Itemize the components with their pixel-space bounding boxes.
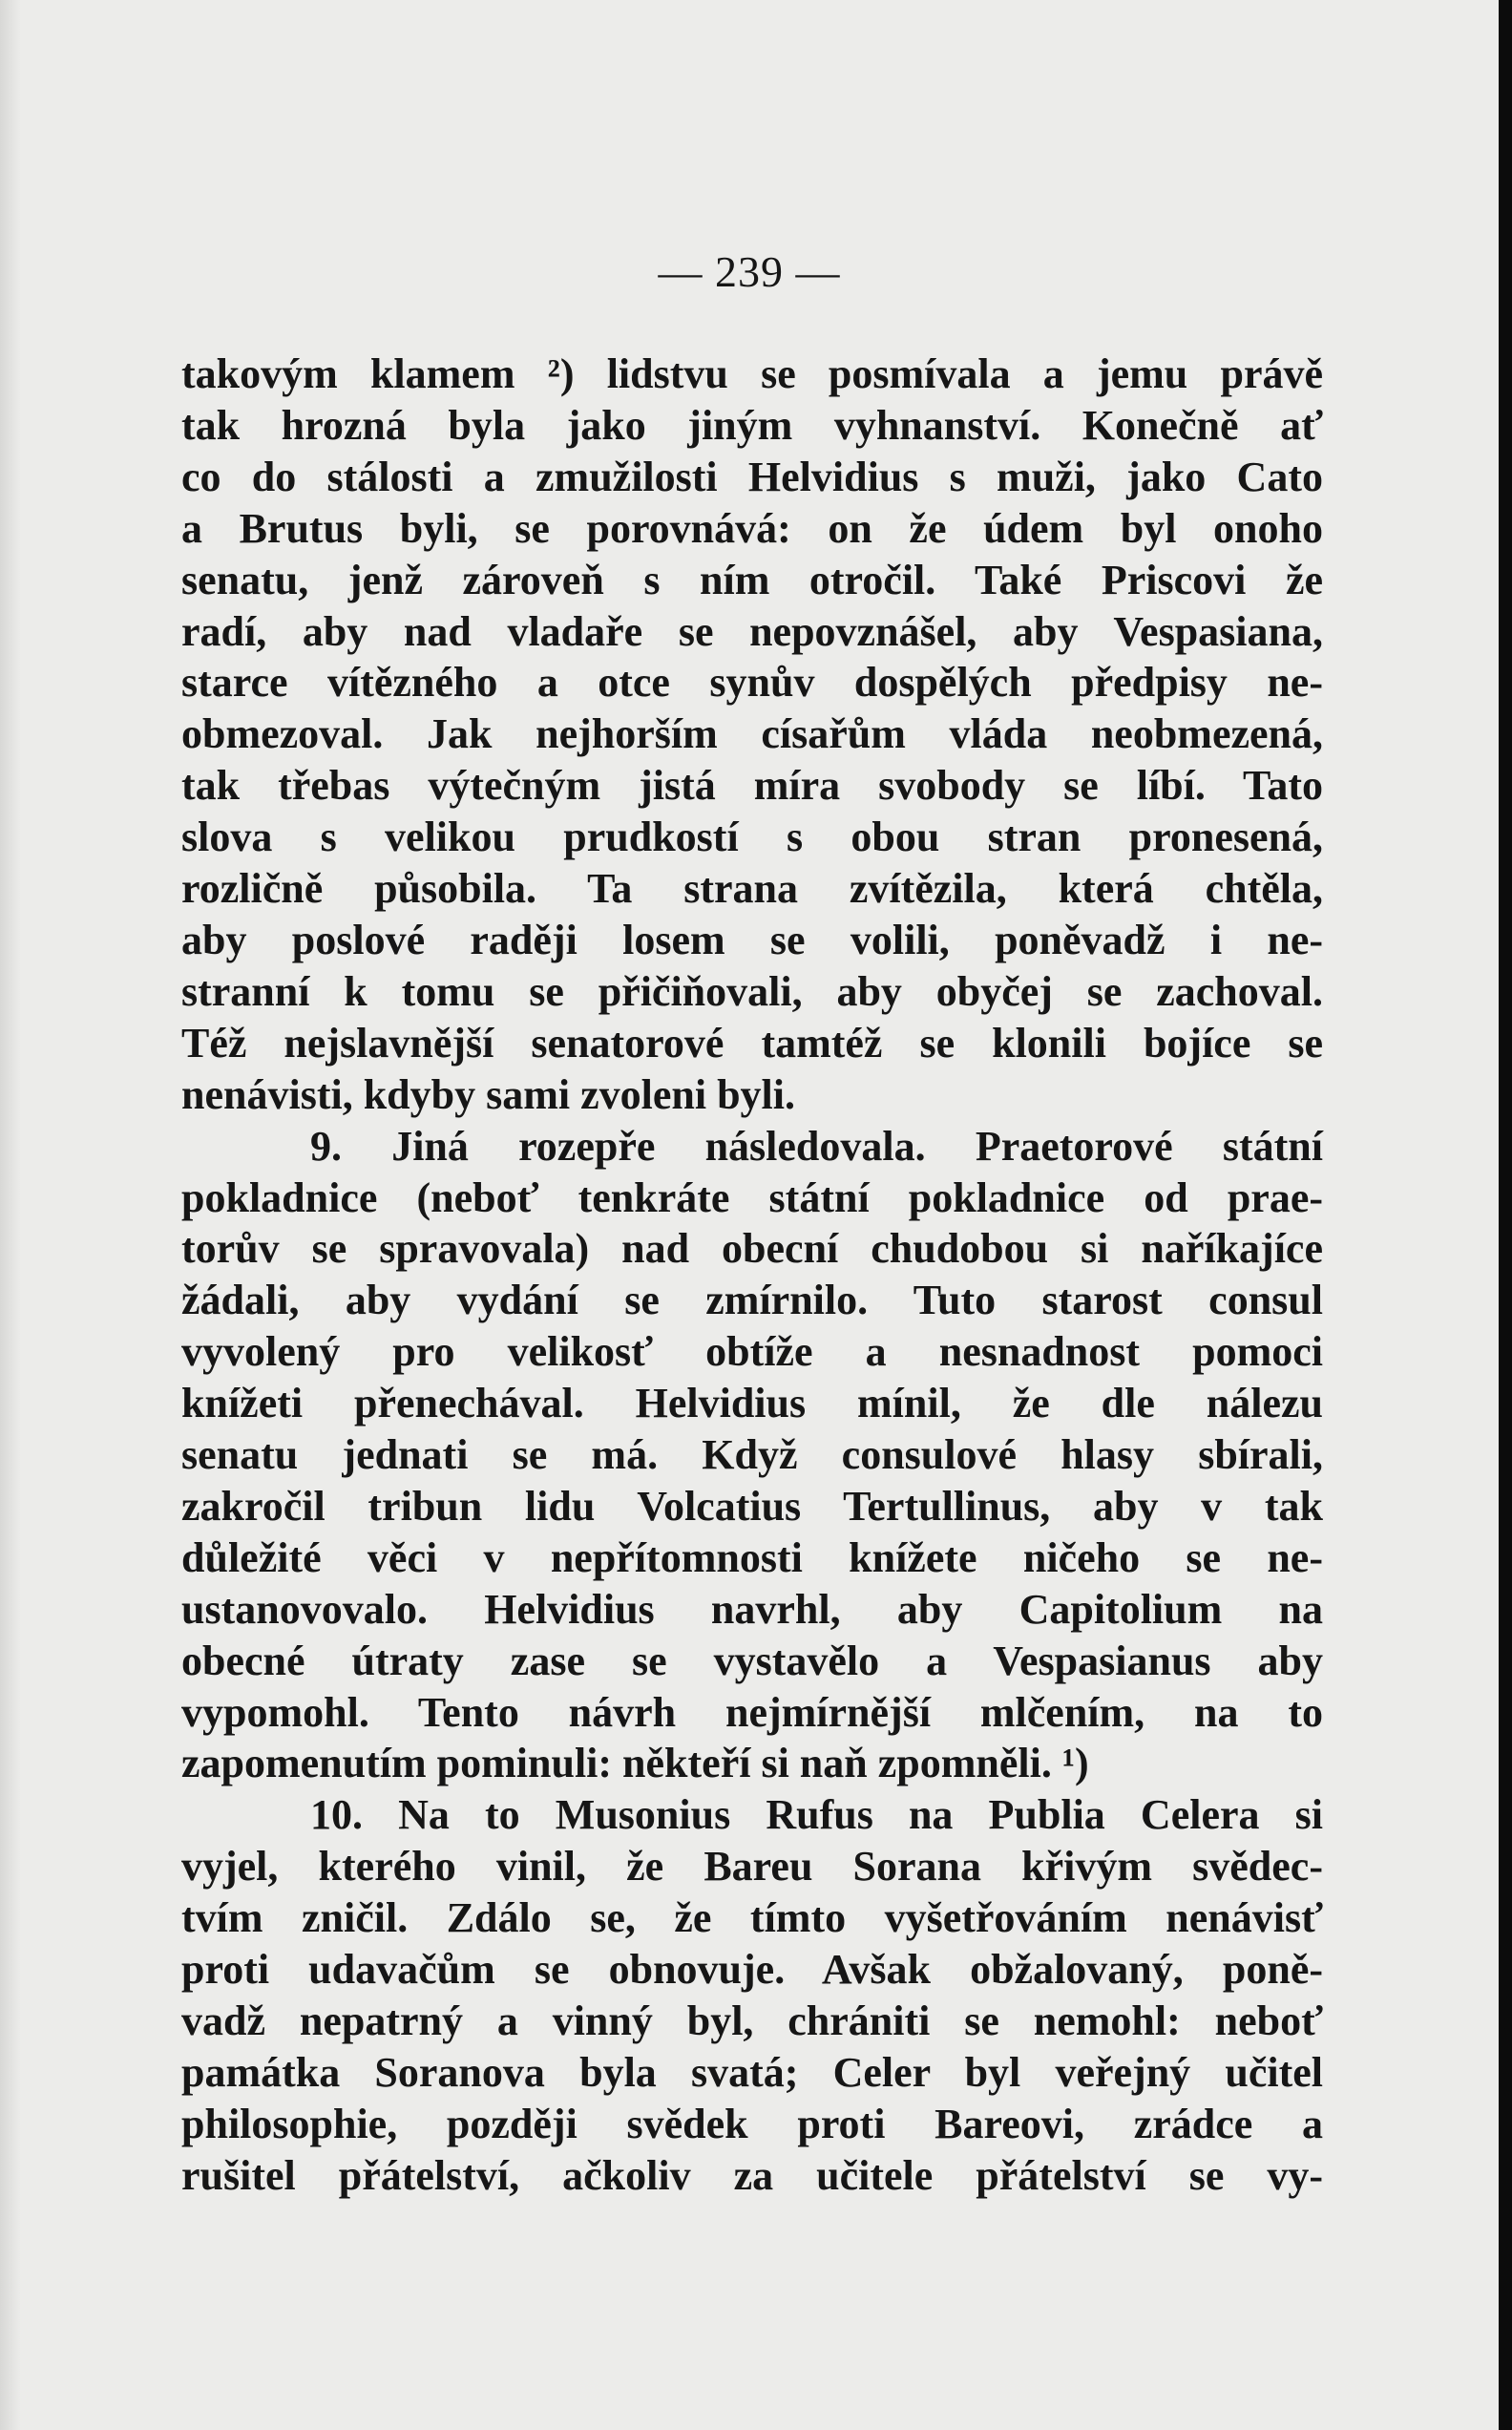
page-left-shadow (0, 0, 21, 2430)
text-line: starce vítězného a otce synův dospělých předpisy ne- (181, 659, 1323, 707)
text-line: stranní k tomu se přičiňovali, aby obyčej se zachoval. (181, 967, 1323, 1015)
text-line: nenávisti, kdyby sami zvoleni byli. (181, 1070, 796, 1118)
text-line: philosophie, později svědek proti Bareovi, zrádce a (181, 2100, 1323, 2147)
text-line: knížeti přenechával. Helvidius mínil, že dle nálezu (181, 1380, 1323, 1427)
text-line: a Brutus byli, se porovnává: on že údem byl onoho (181, 504, 1323, 552)
text-line: vyjel, kterého vinil, že Bareu Sorana křivým svědec- (181, 1843, 1323, 1891)
text-line: žádali, aby vydání se zmírnilo. Tuto starost consul (181, 1277, 1323, 1324)
scan-edge (1499, 0, 1512, 2430)
text-line: vypomohl. Tento návrh nejmírnější mlčením, na to (181, 1688, 1323, 1736)
text-line: aby poslové raději losem se volili, poněvadž i ne- (181, 916, 1323, 963)
body-text (181, 349, 1323, 2202)
text-line: tvím zničil. Zdálo se, že tímto vyšetřováním nenávisť (181, 1894, 1323, 1942)
text-line: vyvolený pro velikosť obtíže a nesnadnost pomoci (181, 1328, 1323, 1376)
text-line: 10. Na to Musonius Rufus na Publia Celera si (310, 1791, 1323, 1839)
text-line: takovým klamem ²) lidstvu se posmívala a jemu právě (181, 350, 1323, 397)
text-line: tak hrozná byla jako jiným vyhnanství. Konečně ať (181, 401, 1323, 449)
text-line: vadž nepatrný a vinný byl, chrániti se nemohl: neboť (181, 1997, 1323, 2044)
text-line: rozličně působila. Ta strana zvítězila, která chtěla, (181, 865, 1323, 913)
text-line: ustanovovalo. Helvidius navrhl, aby Capitolium na (181, 1585, 1323, 1633)
page-number: — 239 — (658, 247, 841, 296)
text-line: senatu jednati se má. Když consulové hlasy sbírali, (181, 1431, 1323, 1479)
text-line: radí, aby nad vladaře se nepovznášel, aby Vespasiana, (181, 607, 1323, 655)
text-line: torův se spravovala) nad obecní chudobou si naříkajíce (181, 1225, 1323, 1273)
text-line: rušitel přátelství, ačkoliv za učitele přátelství se vy- (181, 2151, 1323, 2199)
text-line: obecné útraty zase se vystavělo a Vespasianus aby (181, 1637, 1323, 1684)
text-line: 9. Jiná rozepře následovala. Praetorové státní (310, 1122, 1323, 1170)
text-line: zakročil tribun lidu Volcatius Tertullinus, aby v tak (181, 1482, 1323, 1530)
text-line: zapomenutím pominuli: někteří si naň zpomněli. ¹) (181, 1740, 1089, 1787)
text-line: obmezoval. Jak nejhorším císařům vláda neobmezená, (181, 710, 1323, 758)
text-line: důležité věci v nepřítomnosti knížete ničeho se ne- (181, 1533, 1323, 1581)
text-line: slova s velikou prudkostí s obou stran pronesená, (181, 814, 1323, 861)
text-line: senatu, jenž zároveň s ním otročil. Také Priscovi že (181, 556, 1323, 603)
text-line: co do stálosti a zmužilosti Helvidius s muži, jako Cato (181, 453, 1323, 500)
text-line: proti udavačům se obnovuje. Avšak obžalovaný, poně- (181, 1946, 1323, 1994)
text-line: pokladnice (neboť tenkráte státní pokladnice od prae- (181, 1173, 1323, 1221)
text-line: památka Soranova byla svatá; Celer byl veřejný učitel (181, 2048, 1323, 2096)
text-line: tak třebas výtečným jistá míra svobody se líbí. Tato (181, 762, 1323, 810)
text-line: Též nejslavnější senatorové tamtéž se klonili bojíce se (181, 1019, 1323, 1067)
